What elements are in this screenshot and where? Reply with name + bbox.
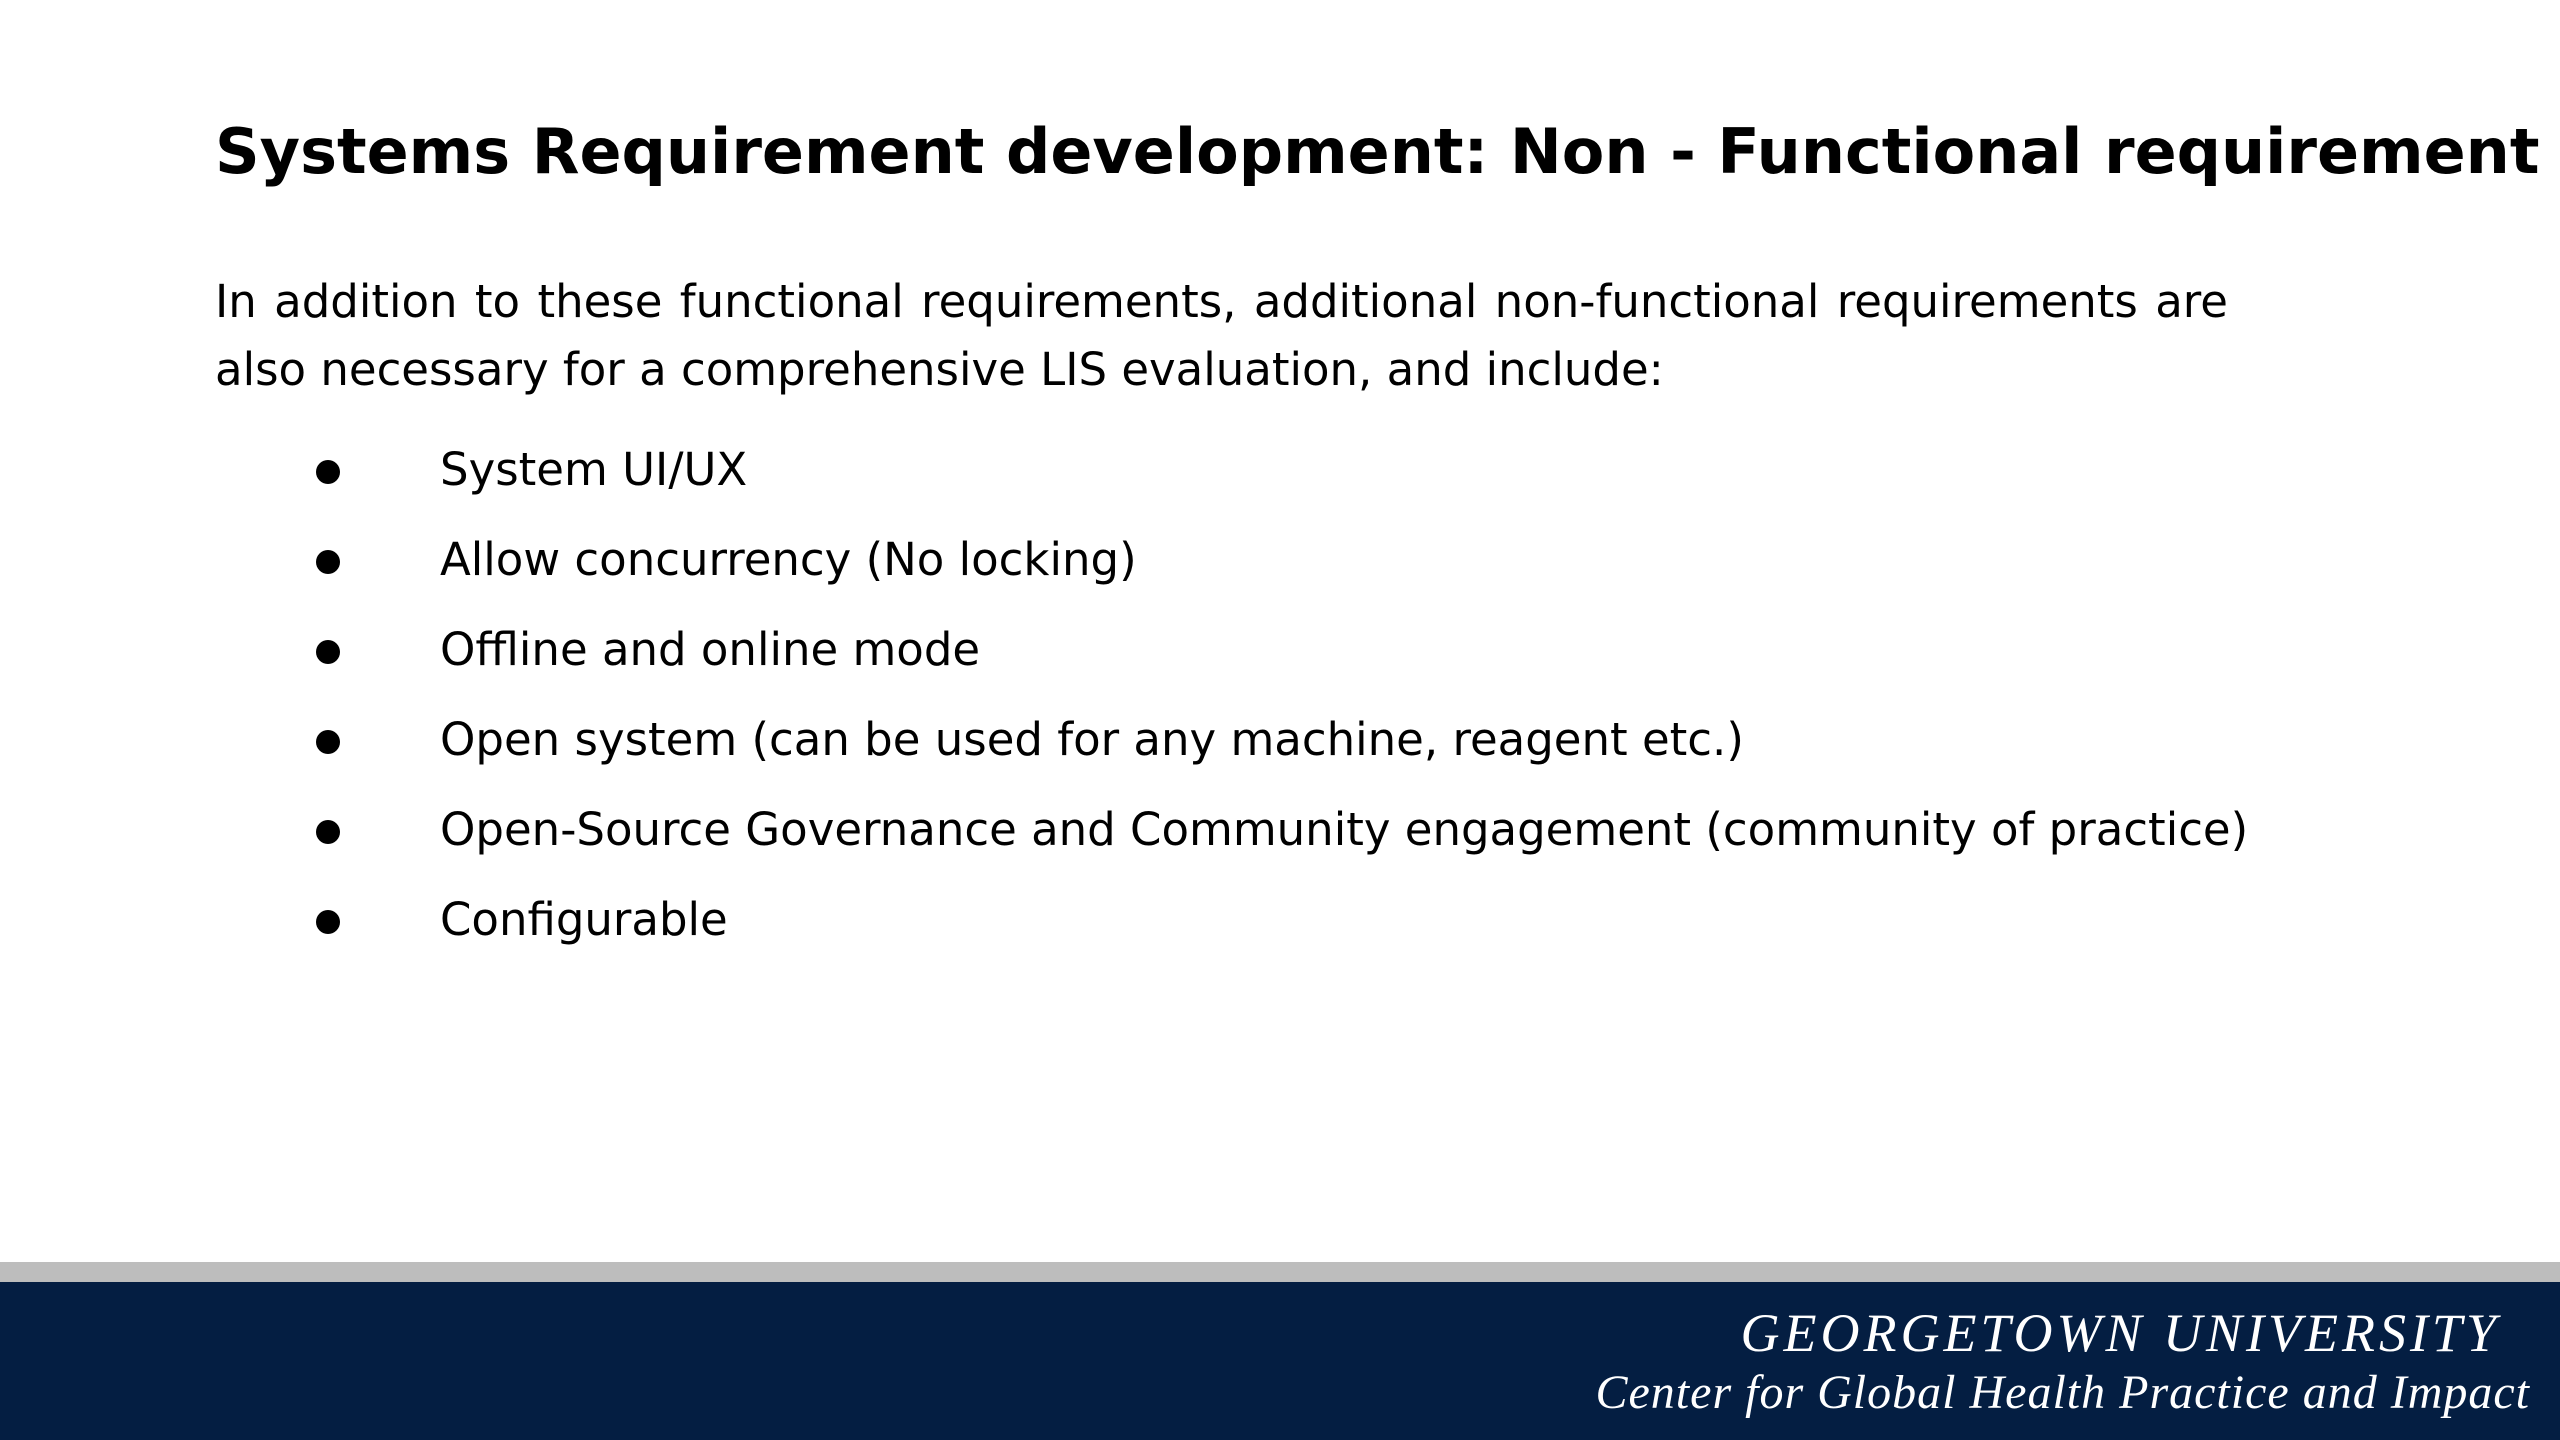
bullet-icon [316, 550, 340, 574]
footer-banner [0, 1282, 2560, 1440]
list-item-text: Offline and online mode [440, 623, 981, 676]
list-item [0, 885, 2560, 975]
list-item [0, 525, 2560, 615]
logo-university-name: GEORGETOWN UNIVERSITY [1740, 1303, 2500, 1363]
list-item-text: Open system (can be used for any machine, reagent etc.) [440, 713, 1744, 766]
footer-divider [0, 1262, 2560, 1282]
bullet-icon [316, 640, 340, 664]
university-logo [1595, 1302, 2530, 1422]
bullet-icon [316, 910, 340, 934]
intro-paragraph: In addition to these functional requirements, additional non-functional requirements are also necessary for a comprehensive LIS evaluation, and include: [215, 275, 2228, 396]
bullet-icon [316, 820, 340, 844]
list-item-text: Open-Source Governance and Community engagement (community of practice) [440, 803, 2249, 856]
logo-center-name: Center for Global Health Practice and Impact [1595, 1366, 2530, 1419]
list-item [0, 435, 2560, 525]
bullet-icon [316, 460, 340, 484]
list-item [0, 795, 2560, 885]
list-item-text: Allow concurrency (No locking) [440, 533, 1137, 586]
list-item [0, 615, 2560, 705]
list-item-text: System UI/UX [440, 443, 748, 496]
slide-title: Systems Requirement development: Non - Functional requirement [215, 115, 2540, 188]
requirements-list [0, 435, 2560, 975]
list-item [0, 705, 2560, 795]
list-item-text: Configurable [440, 893, 728, 946]
bullet-icon [316, 730, 340, 754]
